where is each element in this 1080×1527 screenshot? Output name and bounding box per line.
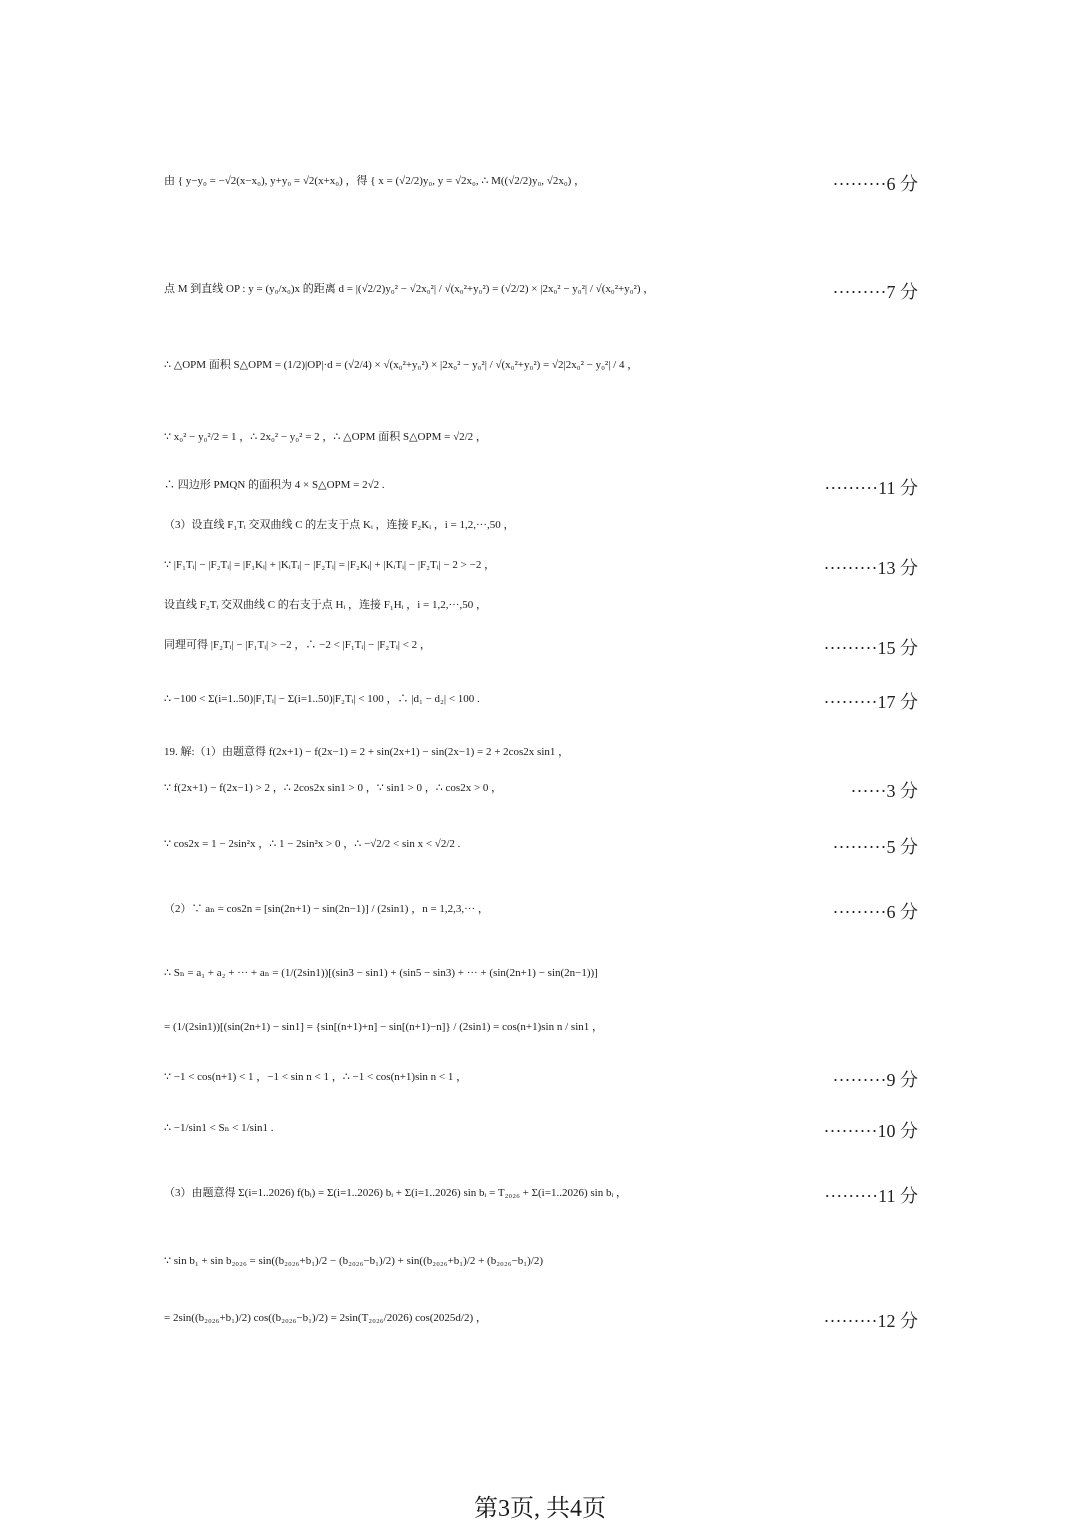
solution-line: ∴ 四边形 PMQN 的面积为 4 × S△OPM = 2√2 . — [164, 479, 385, 491]
solution-line: ∴ △OPM 面积 S△OPM = (1/2)|OP|·d = (√2/4) × √(x₀²+y₀²) × |2x₀² − y₀²| / √(x₀²+y₀²) = √2|2x₀² − y₀²| / 4 ， — [164, 359, 639, 371]
score-mark: ·········6 分 — [832, 174, 918, 194]
solution-line: ∵ cos2x = 1 − 2sin²x ，∴ 1 − 2sin²x > 0 ，∴ −√2/2 < sin x < √2/2 . — [164, 838, 461, 850]
score-mark: ·········11 分 — [824, 478, 918, 498]
score-mark: ·········6 分 — [832, 902, 918, 922]
score-mark: ·········7 分 — [832, 282, 918, 302]
page-footer: 第3页, 共4页 — [474, 1496, 606, 1522]
solution-line: ∵ sin b₁ + sin b₂₀₂₆ = sin((b₂₀₂₆+b₁)/2 − (b₂₀₂₆−b₁)/2) + sin((b₂₀₂₆+b₁)/2 + (b₂₀₂₆−b₁)/2) — [164, 1255, 543, 1267]
solution-line: 由 { y−y₀ = −√2(x−x₀), y+y₀ = √2(x+x₀) ，得 { x = (√2/2)y₀, y = √2x₀, ∴ M((√2/2)y₀, √2x₀) ， — [164, 175, 586, 187]
solution-line: = 2sin((b₂₀₂₆+b₁)/2) cos((b₂₀₂₆−b₁)/2) = 2sin(T₂₀₂₆/2026) cos(2025d/2) ， — [164, 1312, 487, 1324]
solution-line: （3）由题意得 Σ(i=1..2026) f(bᵢ) = Σ(i=1..2026) bᵢ + Σ(i=1..2026) sin bᵢ = T₂₀₂₆ + Σ(i=1..2026) sin bᵢ ， — [164, 1187, 627, 1199]
score-mark: ·········12 分 — [823, 1311, 918, 1331]
solution-line: ∴ −100 < Σ(i=1..50)|F₁Tᵢ| − Σ(i=1..50)|F₂Tᵢ| < 100 ，∴ |d₁ − d₂| < 100 . — [164, 693, 480, 705]
score-mark: ·········5 分 — [832, 837, 918, 857]
solution-line: ∴ Sₙ = a₁ + a₂ + ··· + aₙ = (1/(2sin1))[(sin3 − sin1) + (sin5 − sin3) + ··· + (sin(2n+1) − sin(2n−1))] — [164, 967, 598, 979]
score-mark: ·········13 分 — [823, 558, 918, 578]
solution-line: ∵ f(2x+1) − f(2x−1) > 2 ，∴ 2cos2x sin1 > 0 ，∵ sin1 > 0 ，∴ cos2x > 0 ， — [164, 782, 503, 794]
solution-line: ∵ x₀² − y₀²/2 = 1 ，∴ 2x₀² − y₀² = 2 ，∴ △OPM 面积 S△OPM = √2/2 ， — [164, 431, 487, 443]
score-mark: ·········9 分 — [832, 1070, 918, 1090]
score-mark: ·········17 分 — [823, 692, 918, 712]
solution-line: （2）∵ aₙ = cos2n = [sin(2n+1) − sin(2n−1)] / (2sin1) ，n = 1,2,3,··· ， — [164, 903, 489, 915]
score-mark: ·········10 分 — [823, 1121, 918, 1141]
score-mark: ······3 分 — [850, 781, 918, 801]
score-mark: ·········15 分 — [823, 638, 918, 658]
solution-line: ∴ −1/sin1 < Sₙ < 1/sin1 . — [164, 1122, 274, 1134]
solution-line: = (1/(2sin1))[(sin(2n+1) − sin1] = {sin[(n+1)+n] − sin[(n+1)−n]} / (2sin1) = cos(n+1)sin n / sin1 ， — [164, 1021, 604, 1033]
solution-line: ∵ −1 < cos(n+1) < 1 ，−1 < sin n < 1 ，∴ −1 < cos(n+1)sin n < 1 ， — [164, 1071, 468, 1083]
solution-line: 同理可得 |F₂Tᵢ| − |F₁Tᵢ| > −2 ，∴ −2 < |F₁Tᵢ| − |F₂Tᵢ| < 2 ， — [164, 639, 431, 651]
solution-line: （3）设直线 F₁Tᵢ 交双曲线 C 的左支于点 Kᵢ ，连接 F₂Kᵢ ，i = 1,2,···,50 ， — [164, 519, 515, 531]
solution-line: 设直线 F₂Tᵢ 交双曲线 C 的右支于点 Hᵢ ，连接 F₁Hᵢ ，i = 1,2,···,50 ， — [164, 599, 487, 611]
solution-line: ∵ |F₁Tᵢ| − |F₂Tᵢ| = |F₁Kᵢ| + |KᵢTᵢ| − |F₂Tᵢ| = |F₂Kᵢ| + |KᵢTᵢ| − |F₂Tᵢ| − 2 > −2 ， — [164, 559, 496, 571]
solution-line: 19. 解:（1）由题意得 f(2x+1) − f(2x−1) = 2 + sin(2x+1) − sin(2x−1) = 2 + 2cos2x sin1 ， — [164, 746, 570, 758]
solution-line: 点 M 到直线 OP : y = (y₀/x₀)x 的距离 d = |(√2/2)y₀² − √2x₀²| / √(x₀²+y₀²) = (√2/2) × |2x₀² − y₀²| / √(x₀²+y₀²) ， — [164, 283, 655, 295]
score-mark: ·········11 分 — [824, 1186, 918, 1206]
